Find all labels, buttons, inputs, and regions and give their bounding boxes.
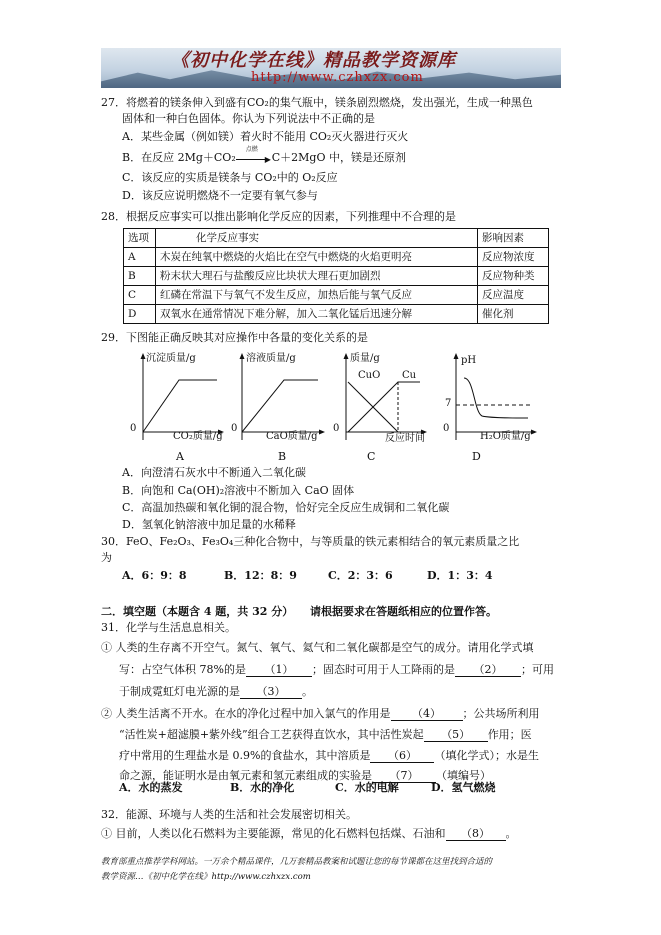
graph-b-ylabel: 溶液质量/g bbox=[246, 353, 296, 364]
x-axis-arrow bbox=[531, 430, 537, 435]
q31-part1-line3 bbox=[119, 685, 313, 699]
y-axis-arrow bbox=[141, 353, 146, 359]
table-cell: B bbox=[124, 267, 156, 286]
graph-c-series-cuo: CuO bbox=[358, 370, 381, 381]
q28-stem: 28．根据反应事实可以推出影响化学反应的因素，下列推理中不合理的是 bbox=[101, 210, 456, 223]
q27-stem-line2: 固体和一种白色固体。你认为下列说法中不正确的是 bbox=[122, 112, 375, 125]
graph-c-ylabel: 质量/g bbox=[350, 353, 380, 364]
q31-part1-line3-b: 。 bbox=[302, 685, 313, 698]
q27-option-b-left: B．在反应 2Mg＋CO₂ bbox=[122, 151, 236, 164]
q29-option-b: B．向饱和 Ca(OH)₂溶液中不断加入 CaO 固体 bbox=[122, 484, 355, 497]
q31-part2-line3-a: 疗中常用的生理盐水是 0.9%的食盐水，其中溶质是 bbox=[119, 749, 371, 762]
section2-title: 二．填空题（本题含 4 题，共 32 分） bbox=[101, 605, 294, 618]
q29-option-d: D．氢氧化钠溶液中加足量的水稀释 bbox=[122, 518, 296, 531]
table-cell: 反应物浓度 bbox=[478, 248, 549, 267]
q31-part2-line1-a: ② 人类生活离不开水。在水的净化过程中加入氯气的作用是 bbox=[101, 707, 391, 720]
table-header-cell: 影响因素 bbox=[478, 229, 549, 248]
table-cell: 红磷在常温下与氧气不发生反应，加热后能与氧气反应 bbox=[156, 286, 478, 305]
q29-stem: 29．下图能正确反映其对应操作中各量的变化关系的是 bbox=[101, 331, 368, 344]
q32-line1-a: ① 目前，人类以化石燃料为主要能源，常见的化石燃料包括煤、石油和 bbox=[101, 827, 446, 840]
graph-a bbox=[125, 352, 225, 444]
y-axis-arrow bbox=[240, 353, 245, 359]
y-axis-arrow bbox=[454, 353, 459, 359]
table-cell: 木炭在纯氧中燃烧的火焰比在空气中燃烧的火焰更明亮 bbox=[156, 248, 478, 267]
series-line bbox=[143, 380, 217, 432]
q31-option-a: A．水的蒸发 bbox=[119, 781, 183, 794]
graph-c-xlabel: 反应时间 bbox=[385, 433, 425, 444]
graph-b bbox=[230, 352, 330, 444]
graph-d-ref-label: 7 bbox=[445, 398, 452, 409]
graph-c bbox=[330, 352, 430, 444]
q31-part2-line4-b: （填编号） bbox=[436, 769, 491, 782]
graph-d-origin: 0 bbox=[443, 423, 450, 434]
answer-blank-3[interactable]: （3） bbox=[240, 685, 302, 699]
table-header-cell: 化学反应事实 bbox=[156, 229, 478, 248]
q27-option-d: D．该反应说明燃烧不一定要有氧气参与 bbox=[122, 189, 318, 202]
reaction-condition: 点燃 bbox=[245, 146, 258, 153]
q30-option-a: A．6：9：8 bbox=[122, 569, 187, 582]
answer-blank-6[interactable]: （6） bbox=[370, 749, 434, 763]
footer-line1: 教育部重点推荐学科网站。一万余个精品课件，几万套精品教案和试题让您的每节课都在这里找到合适的 bbox=[101, 857, 493, 867]
graph-b-origin: 0 bbox=[231, 423, 238, 434]
table-row bbox=[124, 286, 549, 305]
banner-url[interactable]: http://www.czhxzx.com bbox=[251, 70, 424, 85]
graph-a-origin: 0 bbox=[130, 423, 137, 434]
table-cell: A bbox=[124, 248, 156, 267]
page-footer bbox=[101, 855, 492, 885]
graph-b-xlabel: CaO质量/g bbox=[266, 431, 318, 442]
series-curve bbox=[464, 378, 528, 418]
y-axis-arrow bbox=[344, 353, 349, 359]
q31-part1-line3-a: 于制成霓虹灯电光源的是 bbox=[119, 685, 240, 698]
q30-option-d: D．1：3：4 bbox=[427, 569, 493, 582]
section2-note: 请根据要求在答题纸相应的位置作答。 bbox=[310, 605, 497, 618]
q31-part1-line2-b: ；固态时可用于人工降雨的是 bbox=[311, 663, 455, 676]
q31-part2-line4-a: 命之源，能证明水是由氧元素和氢元素组成的实验是 bbox=[119, 769, 372, 782]
graph-d-xlabel: H₂O质量/g bbox=[480, 431, 531, 442]
q32-line1-b: 。 bbox=[505, 827, 517, 840]
q31-part1-line2 bbox=[119, 663, 554, 677]
graph-c-origin: 0 bbox=[333, 423, 340, 434]
answer-blank-1[interactable]: （1） bbox=[246, 663, 312, 677]
q32-stem: 32．能源、环境与人类的生活和社会发展密切相关。 bbox=[101, 808, 357, 821]
q31-part1-line2-a: 写：占空气体积 78%的是 bbox=[119, 663, 246, 676]
q27-option-b-right: C＋2MgO 中，镁是还原剂 bbox=[271, 151, 406, 164]
q31-part2-line1-b: ；公共场所利用 bbox=[462, 707, 540, 720]
q31-part1-line2-c: ；可用 bbox=[520, 663, 554, 676]
arrow-head: ▶ bbox=[264, 155, 271, 164]
q29-option-a: A．向澄清石灰水中不断通入二氧化碳 bbox=[122, 466, 306, 479]
graph-c-series-cu: Cu bbox=[402, 370, 417, 381]
series-line bbox=[242, 380, 318, 432]
q31-part2-line3-b: （填化学式）；水是生 bbox=[434, 749, 539, 762]
table-cell: 粉末状大理石与盐酸反应比块状大理石更加剧烈 bbox=[156, 267, 478, 286]
q31-option-c: C．水的电解 bbox=[335, 781, 399, 794]
q31-option-d: D．氢气燃烧 bbox=[431, 781, 496, 794]
banner-title: 《初中化学在线》精品教学资源库 bbox=[171, 50, 456, 71]
graph-c-letter: C bbox=[367, 450, 376, 463]
table-header-cell: 选项 bbox=[124, 229, 156, 248]
table-cell: 反应物种类 bbox=[478, 267, 549, 286]
series-line-cu bbox=[348, 382, 420, 432]
q30-option-b: B．12：8：9 bbox=[224, 569, 297, 582]
site-banner bbox=[101, 48, 561, 88]
q30-option-c: C．2：3：6 bbox=[328, 569, 393, 582]
arrow-shaft bbox=[236, 159, 268, 160]
q31-part2-line2-a: “活性炭+超滤膜+紫外线”组合工艺获得直饮水，其中活性炭起 bbox=[119, 728, 424, 741]
answer-blank-8[interactable]: （8） bbox=[446, 827, 506, 841]
graph-a-letter: A bbox=[176, 450, 184, 463]
graph-d-ylabel: pH bbox=[461, 355, 477, 366]
table-cell: D bbox=[124, 305, 156, 324]
graph-b-letter: B bbox=[278, 450, 287, 463]
q27-option-b bbox=[122, 146, 406, 164]
q31-option-b: B．水的净化 bbox=[230, 781, 295, 794]
q27-option-a: A．某些金属（例如镁）着火时不能用 CO₂灭火器进行灭火 bbox=[122, 130, 409, 143]
graph-d bbox=[440, 352, 540, 444]
table-cell: 催化剂 bbox=[478, 305, 549, 324]
q32-line1 bbox=[101, 827, 517, 841]
answer-blank-4[interactable]: （4） bbox=[391, 707, 463, 721]
q30-stem-line1: 30．FeO、Fe₂O₃、Fe₃O₄三种化合物中，与等质量的铁元素相结合的氧元素质量之比 bbox=[101, 535, 520, 548]
graph-a-xlabel: CO₂质量/g bbox=[173, 431, 223, 442]
table-cell: 双氧水在通常情况下难分解，加入二氧化锰后迅速分解 bbox=[156, 305, 478, 324]
x-axis-arrow bbox=[319, 430, 325, 435]
reaction-arrow bbox=[236, 146, 272, 164]
answer-blank-2[interactable]: （2） bbox=[455, 663, 521, 677]
q31-stem: 31．化学与生活息息相关。 bbox=[101, 621, 236, 634]
table-cell: 反应温度 bbox=[478, 286, 549, 305]
table-row bbox=[124, 248, 549, 267]
q31-part2-line3 bbox=[119, 749, 539, 763]
q31-part2-line2-b: 作用；医 bbox=[487, 728, 532, 741]
q31-part1-line1: ① 人类的生存离不开空气。氮气、氧气、氦气和二氧化碳都是空气的成分。请用化学式填 bbox=[101, 641, 534, 654]
graph-d-letter: D bbox=[472, 450, 481, 463]
table-cell: C bbox=[124, 286, 156, 305]
answer-blank-5[interactable]: （5） bbox=[424, 728, 488, 742]
footer-line2: 教学资源…《初中化学在线》http://www.czhxzx.com bbox=[101, 872, 311, 882]
q31-part2-line1 bbox=[101, 707, 540, 721]
q27-stem-line1: 27．将燃着的镁条伸入到盛有CO₂的集气瓶中，镁条剧烈燃烧，发出强光，生成一种黑色 bbox=[101, 96, 533, 109]
q30-stem-line2: 为 bbox=[101, 551, 112, 564]
q29-option-c: C．高温加热碳和氧化铜的混合物，恰好完全反应生成铜和二氧化碳 bbox=[122, 501, 450, 514]
q31-part2-line2 bbox=[119, 728, 532, 742]
answer-blank-7[interactable]: （7） bbox=[372, 769, 436, 783]
table-header-row bbox=[124, 229, 549, 248]
table-row bbox=[124, 267, 549, 286]
graph-c-svg bbox=[330, 352, 430, 444]
graph-a-ylabel: 沉淀质量/g bbox=[146, 353, 196, 364]
q28-table bbox=[123, 228, 549, 324]
table-row bbox=[124, 305, 549, 324]
q27-option-c: C．该反应的实质是镁条与 CO₂中的 O₂反应 bbox=[122, 171, 338, 184]
